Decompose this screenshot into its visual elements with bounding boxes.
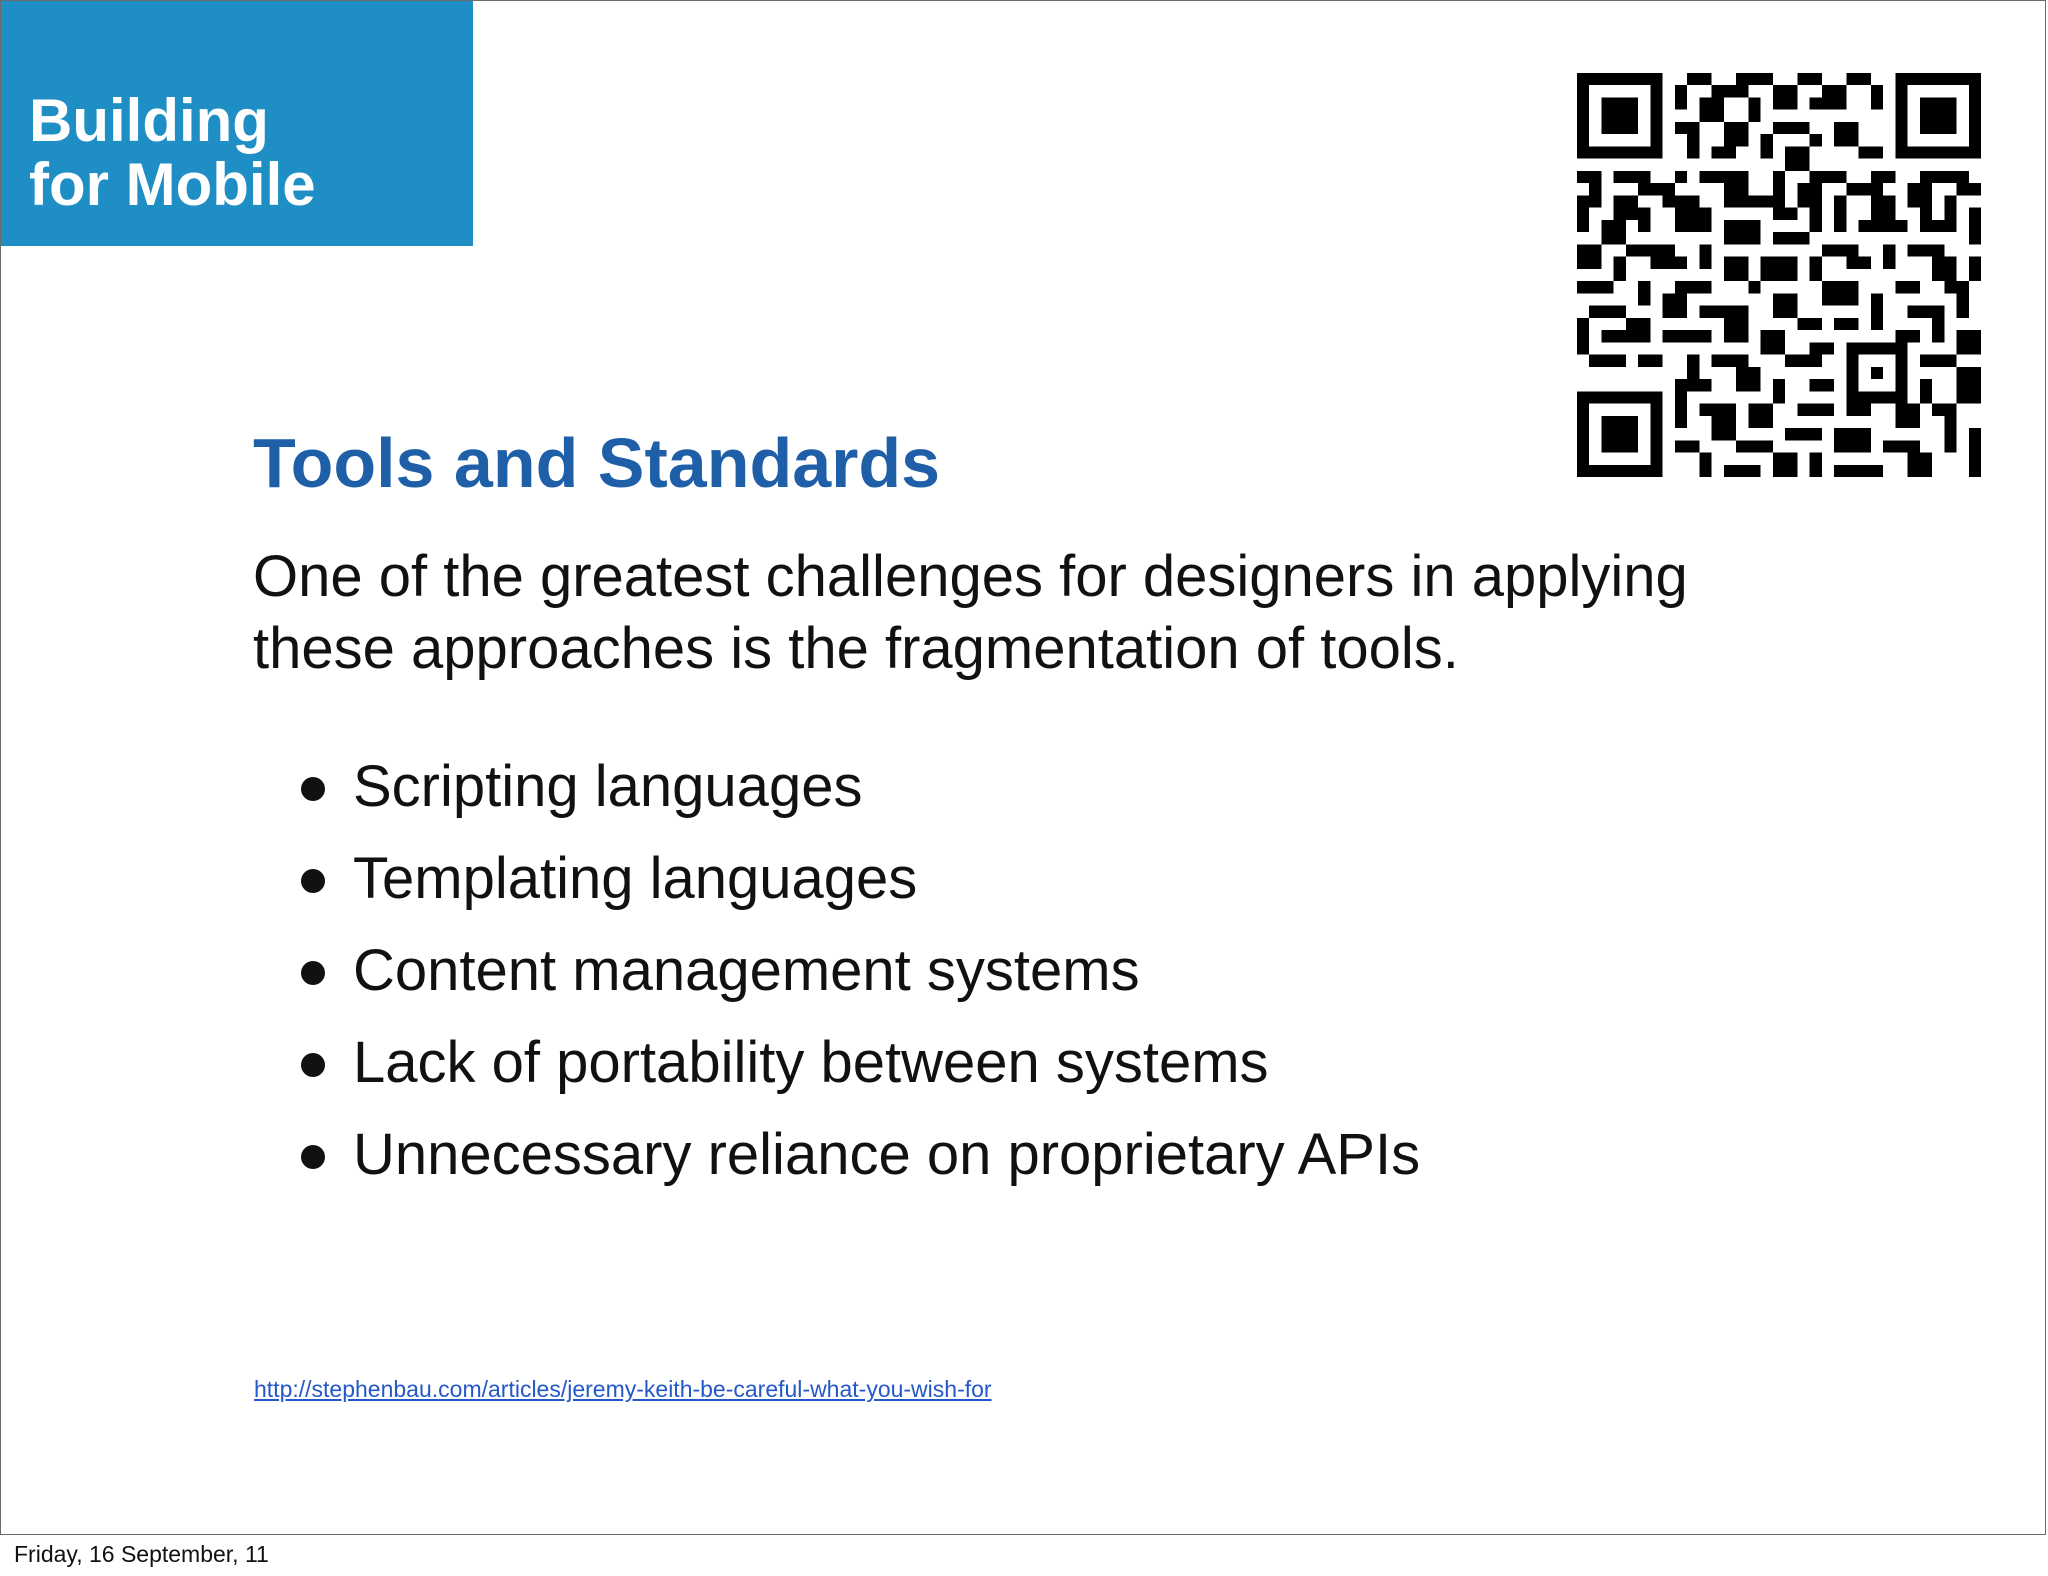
- bullet-item-text: Scripting languages: [353, 754, 863, 819]
- bullet-dot-icon: [301, 777, 325, 801]
- bullet-list: [353, 741, 1420, 1201]
- footer-date: Friday, 16 September, 11: [14, 1541, 269, 1567]
- bullet-item: [353, 741, 1420, 833]
- bullet-item: [353, 1109, 1420, 1201]
- brand-title-line-1: Building: [29, 87, 269, 154]
- bullet-dot-icon: [301, 961, 325, 985]
- slide-title: Tools and Standards: [253, 424, 941, 502]
- bullet-dot-icon: [301, 869, 325, 893]
- brand-title-line-2: for Mobile: [29, 151, 316, 218]
- brand-block: [1, 1, 473, 246]
- source-link[interactable]: http://stephenbau.com/articles/jeremy-keith-be-careful-what-you-wish-for: [254, 1376, 992, 1402]
- bullet-item-text: Lack of portability between systems: [353, 1030, 1269, 1095]
- brand-title: [29, 89, 316, 217]
- intro-paragraph: One of the greatest challenges for designers in applying these approaches is the fragmentation of tools.: [253, 544, 1688, 681]
- bullet-item-text: Templating languages: [353, 846, 918, 911]
- qr-code-icon: [1577, 73, 1981, 477]
- bullet-item-text: Content management systems: [353, 938, 1140, 1003]
- bullet-item: [353, 1017, 1420, 1109]
- bullet-item: [353, 925, 1420, 1017]
- bullet-item: [353, 833, 1420, 925]
- bullet-item-text: Unnecessary reliance on proprietary APIs: [353, 1122, 1421, 1187]
- bullet-dot-icon: [301, 1145, 325, 1169]
- bullet-dot-icon: [301, 1053, 325, 1077]
